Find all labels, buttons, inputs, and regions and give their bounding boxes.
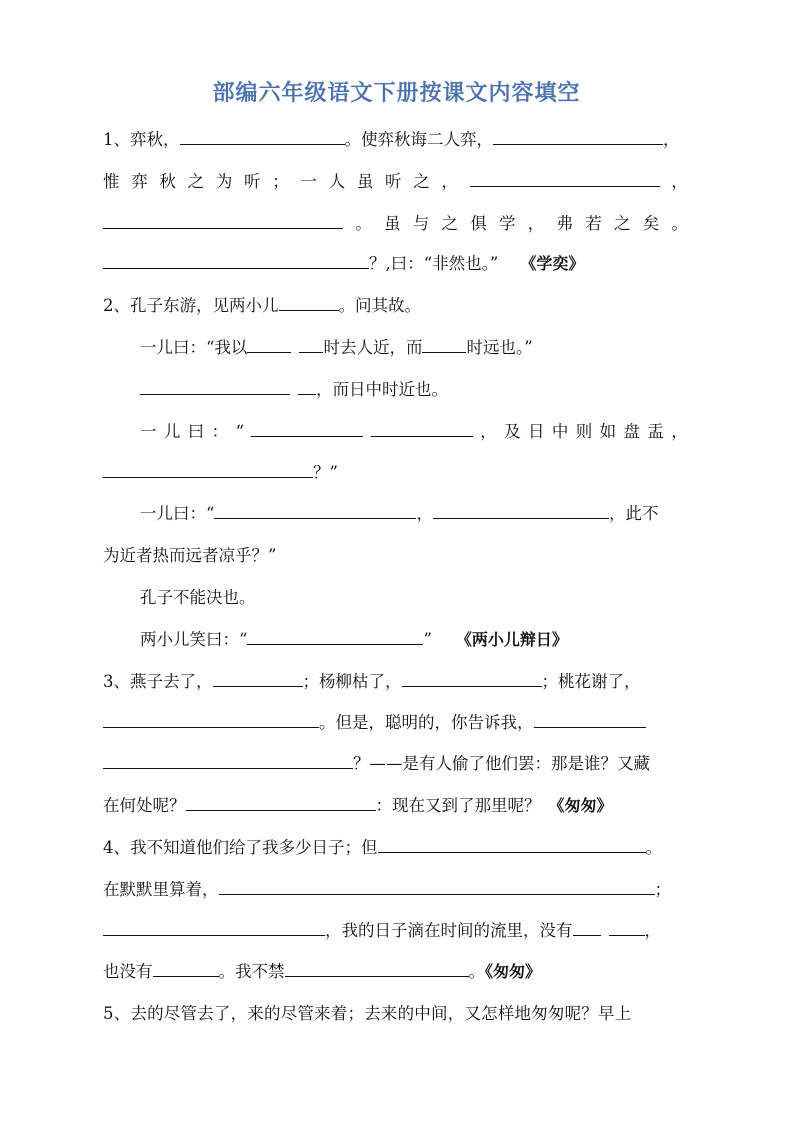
fill-blank[interactable] xyxy=(140,378,290,395)
q4-text: 4、我不知道他们给了我多少日子；但 xyxy=(103,838,378,857)
char: 弗 xyxy=(556,214,573,233)
q2-text: ，此不 xyxy=(608,504,659,523)
q3-line4 xyxy=(103,794,688,818)
fill-blank[interactable] xyxy=(103,252,369,269)
char: 矣 xyxy=(642,214,660,233)
q4-text: 。 xyxy=(468,962,485,981)
q2-text: 2、孔子东游，见两小儿 xyxy=(103,296,279,315)
q2-line9 xyxy=(140,628,688,652)
char: 则 xyxy=(575,422,593,441)
source-title: 《匆匆》 xyxy=(548,796,613,815)
q2-text: ？” xyxy=(313,463,338,482)
q1-line2 xyxy=(103,170,688,194)
fill-blank[interactable] xyxy=(103,212,343,229)
fill-blank[interactable] xyxy=(219,878,655,895)
char: ， xyxy=(671,172,688,191)
q1-line4 xyxy=(103,252,688,276)
fill-blank[interactable] xyxy=(103,461,313,478)
char: “ xyxy=(235,422,244,441)
fill-blank[interactable] xyxy=(180,128,345,145)
q2-text: 一儿曰：“ xyxy=(140,504,215,523)
char: 若 xyxy=(585,214,602,233)
char: 儿 xyxy=(163,422,181,441)
char: 之 xyxy=(614,214,631,233)
q2-text: 两小儿笑曰：“ xyxy=(140,630,248,649)
fill-blank[interactable] xyxy=(371,420,473,437)
fill-blank[interactable] xyxy=(186,794,376,811)
char: 曰 xyxy=(187,422,205,441)
q3-text: ；杨柳枯了， xyxy=(302,672,402,691)
source-title: 《匆匆》 xyxy=(485,962,542,981)
q2-line4 xyxy=(140,420,688,444)
q2-line8: 孔子不能决也。 xyxy=(140,588,256,607)
q2-line7: 为近者热而远者凉乎？” xyxy=(103,546,277,565)
q4-text: ， xyxy=(644,921,661,940)
fill-blank[interactable] xyxy=(279,294,339,311)
fill-blank[interactable] xyxy=(214,502,416,519)
char: 之 xyxy=(413,172,430,191)
fill-blank[interactable] xyxy=(422,336,466,353)
char: 中 xyxy=(551,422,569,441)
q2-line1 xyxy=(103,294,688,318)
source-title: 《两小儿辩日》 xyxy=(455,630,568,649)
fill-blank[interactable] xyxy=(103,711,319,728)
q1-text-b: 。使弈秋诲二人弈， xyxy=(344,130,493,149)
char: 惟 xyxy=(103,172,120,191)
char: 一 xyxy=(300,172,317,191)
char: 虽 xyxy=(384,214,401,233)
q2-text: 时去人近，而 xyxy=(323,338,423,357)
q3-text: ？——是有人偷了他们罢：那是谁？又藏 xyxy=(353,754,650,773)
q4-line4 xyxy=(103,960,688,984)
fill-blank[interactable] xyxy=(493,128,663,145)
char: 秋 xyxy=(159,172,176,191)
char: 虽 xyxy=(356,172,374,191)
fill-blank[interactable] xyxy=(402,670,542,687)
q3-text: 3、燕子去了， xyxy=(103,672,213,691)
fill-blank[interactable] xyxy=(298,378,316,395)
fill-blank[interactable] xyxy=(213,670,303,687)
q1-text: ？,曰：“非然也。” xyxy=(369,254,499,273)
q3-line2 xyxy=(103,711,688,735)
q2-line6 xyxy=(140,502,688,526)
char: 如 xyxy=(599,422,617,441)
q3-text: 在何处呢？ xyxy=(103,796,186,815)
fill-blank[interactable] xyxy=(433,502,609,519)
char: 听 xyxy=(385,172,402,191)
q3-text: ；桃花谢了， xyxy=(541,672,641,691)
q1-text-c: ， xyxy=(663,130,680,149)
q4-text: 也没有 xyxy=(103,962,153,981)
q1-line1 xyxy=(103,128,688,152)
char: 之 xyxy=(187,172,205,191)
char: ， xyxy=(527,214,545,233)
char: 。 xyxy=(355,214,372,233)
q4-text: 。我不禁 xyxy=(218,962,285,981)
fill-blank[interactable] xyxy=(247,336,291,353)
q2-text: 一儿曰：“我以 xyxy=(140,338,248,357)
q1-line3 xyxy=(103,212,688,236)
char: ： xyxy=(211,422,229,441)
char: 日 xyxy=(527,422,545,441)
char: ， xyxy=(671,422,688,441)
q2-text: ” xyxy=(423,630,432,649)
char: 盘 xyxy=(623,422,641,441)
char: ， xyxy=(480,422,497,441)
q2-text: ，而日中时近也。 xyxy=(316,380,448,399)
char: 为 xyxy=(215,172,233,191)
char: 盂 xyxy=(647,422,664,441)
fill-blank[interactable] xyxy=(534,711,646,728)
fill-blank[interactable] xyxy=(103,919,325,936)
q4-text: 在默默里算着， xyxy=(103,880,219,899)
q4-text: 。 xyxy=(645,838,662,857)
q3-line1 xyxy=(103,670,688,694)
fill-blank[interactable] xyxy=(378,836,646,853)
char: 。 xyxy=(671,214,688,233)
fill-blank[interactable] xyxy=(103,752,353,769)
q2-text: ， xyxy=(416,504,433,523)
q5-line1: 5、去的尽管去了，来的尽管来着；去来的中间，又怎样地匆匆呢？早上 xyxy=(103,1004,632,1023)
fill-blank[interactable] xyxy=(285,960,469,977)
char: ， xyxy=(441,172,458,191)
fill-blank[interactable] xyxy=(470,170,660,187)
fill-blank[interactable] xyxy=(153,960,219,977)
char: ； xyxy=(272,172,289,191)
char: 人 xyxy=(328,172,346,191)
q4-line3 xyxy=(103,919,688,943)
q2-line5 xyxy=(103,461,688,485)
char: 与 xyxy=(412,214,430,233)
q4-text: ； xyxy=(654,880,671,899)
q4-line1 xyxy=(103,836,688,860)
fill-blank[interactable] xyxy=(247,628,423,645)
q4-line2 xyxy=(103,878,688,902)
q3-text: 。但是，聪明的，你告诉我， xyxy=(319,713,534,732)
q3-line3 xyxy=(103,752,688,776)
char: 弈 xyxy=(131,172,148,191)
source-title: 《学奕》 xyxy=(520,254,585,273)
q2-line2 xyxy=(140,336,688,360)
char: 俱 xyxy=(470,214,487,233)
fill-blank[interactable] xyxy=(299,336,323,353)
char: 听 xyxy=(244,172,261,191)
q4-text: ，我的日子滴在时间的流里，没有 xyxy=(325,921,573,940)
char: 及 xyxy=(504,422,521,441)
char: 之 xyxy=(441,214,458,233)
q2-line3 xyxy=(140,378,688,402)
fill-blank[interactable] xyxy=(609,919,645,936)
q2-text: 时远也。” xyxy=(466,338,533,357)
fill-blank[interactable] xyxy=(573,919,601,936)
fill-blank[interactable] xyxy=(251,420,363,437)
page-title: 部编六年级语文下册按课文内容填空 xyxy=(212,81,581,106)
q3-text: ：现在又到了那里呢？ xyxy=(375,796,541,815)
char: 学 xyxy=(499,214,516,233)
q2-text: 。问其故。 xyxy=(338,296,421,315)
q1-text-a: 1、弈秋， xyxy=(103,130,180,149)
char: 一 xyxy=(140,422,157,441)
